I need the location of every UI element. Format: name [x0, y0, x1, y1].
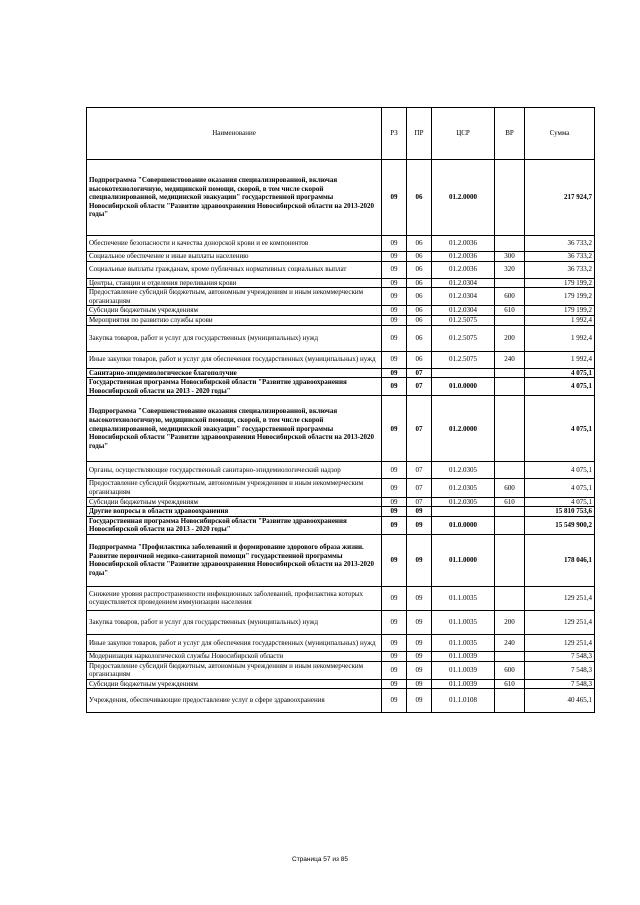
cell-pr: 06 [407, 252, 432, 262]
cell-sum: 7 548,3 [525, 661, 595, 679]
cell-csr: 01.1.0039 [432, 651, 495, 661]
cell-sum: 1 992,4 [525, 351, 595, 368]
table-body [87, 160, 595, 713]
cell-csr: 01.1.0108 [432, 689, 495, 713]
cell-rz: 09 [382, 497, 407, 507]
cell-pr: 09 [407, 610, 432, 634]
cell-pr: 06 [407, 351, 432, 368]
cell-pr: 06 [407, 325, 432, 351]
cell-rz: 09 [382, 679, 407, 689]
table-row [87, 507, 595, 517]
table-row [87, 689, 595, 713]
cell-name: Модернизация наркологической службы Новосибирской области [87, 651, 382, 661]
cell-csr: 01.1.0000 [432, 534, 495, 586]
cell-pr: 07 [407, 462, 432, 479]
cell-csr: 01.2.5075 [432, 315, 495, 325]
cell-vr [495, 315, 525, 325]
header-name: Наименование [87, 108, 382, 160]
cell-vr: 300 [495, 252, 525, 262]
cell-vr: 200 [495, 325, 525, 351]
cell-name: Центры, станции и отделения переливания крови [87, 278, 382, 288]
table-header [87, 108, 595, 160]
cell-sum: 7 548,3 [525, 651, 595, 661]
cell-csr: 01.2.0000 [432, 160, 495, 236]
cell-sum: 4 075,1 [525, 479, 595, 497]
cell-name: Предоставление субсидий бюджетным, автономным учреждениям и иным некоммерческим организациям [87, 661, 382, 679]
cell-pr: 09 [407, 586, 432, 610]
cell-rz: 09 [382, 396, 407, 462]
cell-csr [432, 507, 495, 517]
cell-csr: 01.1.0035 [432, 586, 495, 610]
header-row [87, 108, 595, 160]
cell-csr: 01.1.0035 [432, 634, 495, 651]
cell-sum: 36 733,2 [525, 261, 595, 278]
cell-vr [495, 651, 525, 661]
cell-sum: 7 548,3 [525, 679, 595, 689]
cell-rz: 09 [382, 661, 407, 679]
cell-pr: 09 [407, 651, 432, 661]
cell-pr: 09 [407, 507, 432, 517]
table-row [87, 306, 595, 316]
cell-csr: 01.2.0304 [432, 288, 495, 306]
table-row [87, 351, 595, 368]
cell-pr: 06 [407, 160, 432, 236]
cell-rz: 09 [382, 586, 407, 610]
cell-sum: 36 733,2 [525, 252, 595, 262]
cell-rz: 09 [382, 610, 407, 634]
cell-vr [495, 516, 525, 534]
table-row [87, 610, 595, 634]
table-row [87, 396, 595, 462]
cell-vr: 200 [495, 610, 525, 634]
cell-sum: 4 075,1 [525, 497, 595, 507]
cell-name: Предоставление субсидий бюджетным, автономным учреждениям и иным некоммерческим организациям [87, 288, 382, 306]
cell-csr: 01.1.0035 [432, 610, 495, 634]
table-row [87, 378, 595, 396]
cell-pr: 07 [407, 479, 432, 497]
cell-name: Органы, осуществляющие государственный санитарно-эпидемиологический надзор [87, 462, 382, 479]
cell-rz: 09 [382, 160, 407, 236]
cell-pr: 06 [407, 236, 432, 252]
cell-vr [495, 368, 525, 378]
cell-csr: 01.2.0305 [432, 497, 495, 507]
cell-name: Предоставление субсидий бюджетным, автономным учреждениям и иным некоммерческим организациям [87, 479, 382, 497]
cell-rz: 09 [382, 306, 407, 316]
cell-name: Обеспечение безопасности и качества донорской крови и ее компонентов [87, 236, 382, 252]
cell-csr: 01.2.0036 [432, 261, 495, 278]
cell-name: Закупка товаров, работ и услуг для государственных (муниципальных) нужд [87, 610, 382, 634]
cell-vr [495, 160, 525, 236]
cell-vr [495, 278, 525, 288]
table-row [87, 325, 595, 351]
cell-pr: 06 [407, 315, 432, 325]
cell-name: Иные закупки товаров, работ и услуг для обеспечения государственных (муниципальных) нужд [87, 351, 382, 368]
table-row [87, 497, 595, 507]
cell-pr: 06 [407, 278, 432, 288]
table-row [87, 634, 595, 651]
header-csr: ЦСР [432, 108, 495, 160]
cell-vr [495, 236, 525, 252]
cell-vr: 610 [495, 497, 525, 507]
cell-sum: 179 199,2 [525, 278, 595, 288]
cell-name: Государственная программа Новосибирской области "Развитие здравоохранения Новосибирской области на 2013 - 2020 годы" [87, 378, 382, 396]
table-row [87, 479, 595, 497]
page-number: Страница 57 из 85 [292, 856, 348, 863]
cell-pr: 06 [407, 261, 432, 278]
cell-rz: 09 [382, 651, 407, 661]
cell-rz: 09 [382, 236, 407, 252]
table-row [87, 160, 595, 236]
cell-pr: 09 [407, 634, 432, 651]
cell-rz: 09 [382, 516, 407, 534]
cell-sum: 4 075,1 [525, 368, 595, 378]
header-vr: ВР [495, 108, 525, 160]
cell-csr: 01.2.5075 [432, 325, 495, 351]
header-pr: ПР [407, 108, 432, 160]
cell-name: Учреждения, обеспечивающие предоставление услуг в сфере здравоохранения [87, 689, 382, 713]
cell-rz: 09 [382, 534, 407, 586]
cell-csr: 01.1.0039 [432, 679, 495, 689]
cell-sum: 179 199,2 [525, 288, 595, 306]
cell-rz: 09 [382, 479, 407, 497]
cell-vr [495, 586, 525, 610]
table-row [87, 661, 595, 679]
table-row [87, 368, 595, 378]
cell-sum: 129 251,4 [525, 586, 595, 610]
cell-sum: 129 251,4 [525, 634, 595, 651]
table-row [87, 315, 595, 325]
table-row [87, 261, 595, 278]
cell-rz: 09 [382, 689, 407, 713]
cell-sum: 129 251,4 [525, 610, 595, 634]
cell-csr: 01.2.0000 [432, 396, 495, 462]
cell-rz: 09 [382, 368, 407, 378]
cell-csr: 01.0.0000 [432, 378, 495, 396]
cell-name: Мероприятия по развитию службы крови [87, 315, 382, 325]
cell-vr [495, 534, 525, 586]
cell-name: Подпрограмма "Профилактика заболеваний и формирование здорового образа жизни. Развитие первичной медико-санитарной помощи" государственной программы Новосибирской области "Развитие здравоохранения Новосибирской области на 2013-2020 годы" [87, 534, 382, 586]
cell-vr [495, 507, 525, 517]
cell-vr: 600 [495, 661, 525, 679]
cell-pr: 09 [407, 689, 432, 713]
cell-csr: 01.0.0000 [432, 516, 495, 534]
cell-name: Закупка товаров, работ и услуг для государственных (муниципальных) нужд [87, 325, 382, 351]
cell-name: Подпрограмма "Совершенствование оказания специализированной, включая высокотехнологичную, медицинской помощи, скорой, в том числе скорой специализированной, медицинской эвакуации" государственной программы Новосибирской области "Развитие здравоохранения Новосибирской области на 2013-2020 годы" [87, 160, 382, 236]
table-row [87, 288, 595, 306]
cell-pr: 07 [407, 368, 432, 378]
cell-vr [495, 396, 525, 462]
cell-sum: 1 992,4 [525, 325, 595, 351]
cell-vr [495, 378, 525, 396]
cell-sum: 15 810 753,6 [525, 507, 595, 517]
cell-rz: 09 [382, 261, 407, 278]
cell-pr: 06 [407, 288, 432, 306]
cell-sum: 178 046,1 [525, 534, 595, 586]
cell-rz: 09 [382, 252, 407, 262]
cell-rz: 09 [382, 351, 407, 368]
table-row [87, 534, 595, 586]
cell-vr: 320 [495, 261, 525, 278]
table-row [87, 462, 595, 479]
cell-rz: 09 [382, 634, 407, 651]
cell-csr [432, 368, 495, 378]
cell-csr: 01.1.0039 [432, 661, 495, 679]
table-row [87, 252, 595, 262]
cell-name: Другие вопросы в области здравоохранения [87, 507, 382, 517]
cell-sum: 4 075,1 [525, 462, 595, 479]
header-sum: Сумма [525, 108, 595, 160]
cell-name: Снижение уровня распространенности инфекционных заболеваний, профилактика которых осуществляется проведением иммунизации населения [87, 586, 382, 610]
table-row [87, 516, 595, 534]
cell-name: Социальное обеспечение и иные выплаты населению [87, 252, 382, 262]
cell-csr: 01.2.5075 [432, 351, 495, 368]
cell-rz: 09 [382, 278, 407, 288]
table-row [87, 236, 595, 252]
cell-csr: 01.2.0305 [432, 462, 495, 479]
cell-rz: 09 [382, 288, 407, 306]
cell-name: Санитарно-эпидемиологическое благополучие [87, 368, 382, 378]
cell-sum: 1 992,4 [525, 315, 595, 325]
table-row [87, 278, 595, 288]
cell-rz: 09 [382, 378, 407, 396]
cell-rz: 09 [382, 325, 407, 351]
cell-pr: 09 [407, 534, 432, 586]
cell-vr: 600 [495, 479, 525, 497]
cell-vr: 610 [495, 306, 525, 316]
header-rz: РЗ [382, 108, 407, 160]
cell-csr: 01.2.0304 [432, 278, 495, 288]
cell-vr: 610 [495, 679, 525, 689]
cell-name: Социальные выплаты гражданам, кроме публичных нормативных социальных выплат [87, 261, 382, 278]
budget-table [86, 107, 595, 713]
cell-vr: 240 [495, 634, 525, 651]
cell-rz: 09 [382, 315, 407, 325]
cell-rz: 09 [382, 462, 407, 479]
cell-sum: 179 199,2 [525, 306, 595, 316]
cell-sum: 4 075,1 [525, 378, 595, 396]
cell-csr: 01.2.0036 [432, 236, 495, 252]
cell-vr: 600 [495, 288, 525, 306]
cell-vr: 240 [495, 351, 525, 368]
cell-sum: 36 733,2 [525, 236, 595, 252]
cell-name: Субсидии бюджетным учреждениям [87, 306, 382, 316]
cell-pr: 09 [407, 661, 432, 679]
cell-pr: 07 [407, 396, 432, 462]
table-row [87, 651, 595, 661]
cell-sum: 15 549 900,2 [525, 516, 595, 534]
cell-vr [495, 689, 525, 713]
cell-name: Иные закупки товаров, работ и услуг для обеспечения государственных (муниципальных) нужд [87, 634, 382, 651]
cell-csr: 01.2.0304 [432, 306, 495, 316]
cell-csr: 01.2.0036 [432, 252, 495, 262]
table-row [87, 679, 595, 689]
cell-rz: 09 [382, 507, 407, 517]
cell-pr: 09 [407, 679, 432, 689]
cell-name: Субсидии бюджетным учреждениям [87, 497, 382, 507]
cell-vr [495, 462, 525, 479]
cell-name: Субсидии бюджетным учреждениям [87, 679, 382, 689]
cell-pr: 07 [407, 378, 432, 396]
cell-csr: 01.2.0305 [432, 479, 495, 497]
cell-sum: 4 075,1 [525, 396, 595, 462]
cell-pr: 07 [407, 497, 432, 507]
cell-pr: 06 [407, 306, 432, 316]
cell-name: Государственная программа Новосибирской области "Развитие здравоохранения Новосибирской области на 2013 - 2020 годы" [87, 516, 382, 534]
cell-name: Подпрограмма "Совершенствование оказания специализированной, включая высокотехнологичную, медицинской помощи, скорой, в том числе скорой специализированной, медицинской эвакуации" государственной программы Новосибирской области "Развитие здравоохранения Новосибирской области на 2013-2020 годы" [87, 396, 382, 462]
cell-sum: 217 924,7 [525, 160, 595, 236]
cell-sum: 40 465,1 [525, 689, 595, 713]
table-row [87, 586, 595, 610]
cell-pr: 09 [407, 516, 432, 534]
